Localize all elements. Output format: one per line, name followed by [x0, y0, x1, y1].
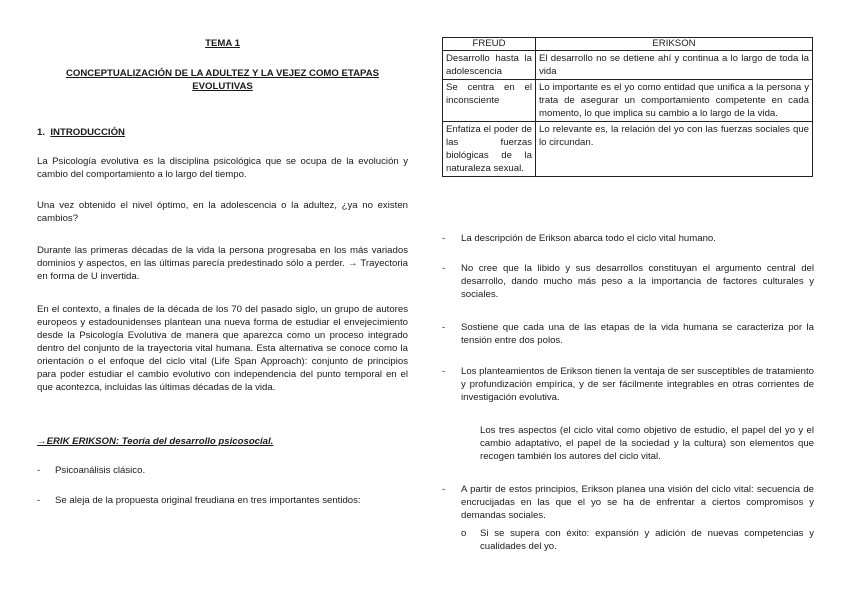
- list-item-text: Sostiene que cada una de las etapas de la vida humana se caracteriza por la tensión entre dos polos.: [461, 322, 814, 346]
- freud-cell: Desarrollo hasta la adolescencia: [443, 51, 536, 80]
- dash-marker: -: [442, 366, 446, 377]
- list-item-text: Se aleja de la propuesta original freudiana en tres importantes sentidos:: [55, 495, 361, 506]
- freud-erikson-table: [442, 37, 813, 177]
- paragraph-question: Una vez obtenido el nivel óptimo, en la adolescencia o la adultez, ¿ya no existen cambios?: [37, 200, 408, 224]
- dash-marker: -: [37, 465, 41, 476]
- header-freud: FREUD: [443, 38, 536, 51]
- section-heading: [37, 126, 125, 139]
- list-item-text: Psicoanálisis clásico.: [55, 465, 146, 476]
- table-row: [443, 122, 813, 177]
- freud-cell: Enfatiza el poder de las fuerzas biológicas de la naturaleza sexual.: [443, 122, 536, 177]
- list-item-text: Los planteamientos de Erikson tienen la ventaja de ser susceptibles de tratamiento y profundización empírica, y de ser fácilmente integrables en otras corrientes de investigación evolutiva.: [461, 366, 814, 403]
- paragraph-definition: La Psicología evolutiva es la disciplina psicológica que se ocupa de la evolución y cambio del comportamiento a lo largo del tiempo.: [37, 156, 408, 180]
- dash-marker: -: [37, 495, 41, 506]
- dash-marker: -: [442, 484, 446, 495]
- list-item-text: No cree que la libido y sus desarrollos constituyan el argumento central del desarrollo, dando mucho más peso a la importancia de factores culturales y sociales.: [461, 263, 814, 300]
- dash-marker: -: [442, 322, 446, 333]
- table-header-row: [443, 38, 813, 51]
- dash-marker: -: [442, 233, 446, 244]
- dash-marker: -: [442, 263, 446, 274]
- erikson-cell: Lo relevante es, la relación del yo con las fuerzas sociales que lo circundan.: [536, 122, 813, 177]
- paragraph-decades: Durante las primeras décadas de la vida la persona progresaba en los más variados dominios y aspectos, en las últimas parecía predestinado sólo a perder. → Trayectoria en forma de U invertida.: [37, 245, 408, 282]
- erikson-cell: Lo importante es el yo como entidad que unifica a la persona y trata de asegurar un comportamiento competente en cada momento, lo que implica su cambio a lo largo de la vida.: [536, 80, 813, 122]
- list-item-text: La descripción de Erikson abarca todo el ciclo vital humano.: [461, 233, 716, 244]
- section-number: 1.: [37, 127, 46, 138]
- indented-paragraph: Los tres aspectos (el ciclo vital como objetivo de estudio, el papel del yo y el cambio adaptativo, el papel de la sociedad y la cultura) son elementos que recogen también los autores del ciclo vital.: [480, 425, 814, 462]
- circle-bullet-icon: o: [461, 528, 467, 539]
- section-title: INTRODUCCIÓN: [50, 127, 125, 138]
- sub-list-item-text: Si se supera con éxito: expansión y adición de nuevas competencias y cualidades del yo.: [480, 528, 814, 552]
- tema-heading: TEMA 1: [205, 38, 240, 49]
- header-erikson: ERIKSON: [536, 38, 813, 51]
- list-item-text: A partir de estos principios, Erikson planea una visión del ciclo vital: secuencia de encrucijadas en las que el yo se ha de enfrentar a ciertos compromisos y demandas sociales.: [461, 484, 814, 521]
- table-row: [443, 80, 813, 122]
- paragraph-context: En el contexto, a finales de la década de los 70 del pasado siglo, un grupo de autores europeos y estadounidenses plantean una nueva forma de estudiar el envejecimiento desde la Psicología Evolutiva de manera que aparezca como un proceso integrado dentro del conjunto de la trayectoria vital humana. Esta alternativa se conoce como la orientación o el enfoque del ciclo vital (Life Span Approach): conjunto de principios para poder estudiar el cambio evolutivo con independencia del punto temporal en el que acontezca, incluidas las últimas décadas de la vida.: [37, 304, 408, 393]
- table-row: [443, 51, 813, 80]
- erikson-heading: →ERIK ERIKSON: Teoría del desarrollo psicosocial.: [37, 436, 274, 447]
- freud-cell: Se centra en el inconsciente: [443, 80, 536, 122]
- erikson-cell: El desarrollo no se detiene ahí y continua a lo largo de toda la vida: [536, 51, 813, 80]
- chapter-title: CONCEPTUALIZACIÓN DE LA ADULTEZ Y LA VEJEZ COMO ETAPAS EVOLUTIVAS: [65, 68, 380, 92]
